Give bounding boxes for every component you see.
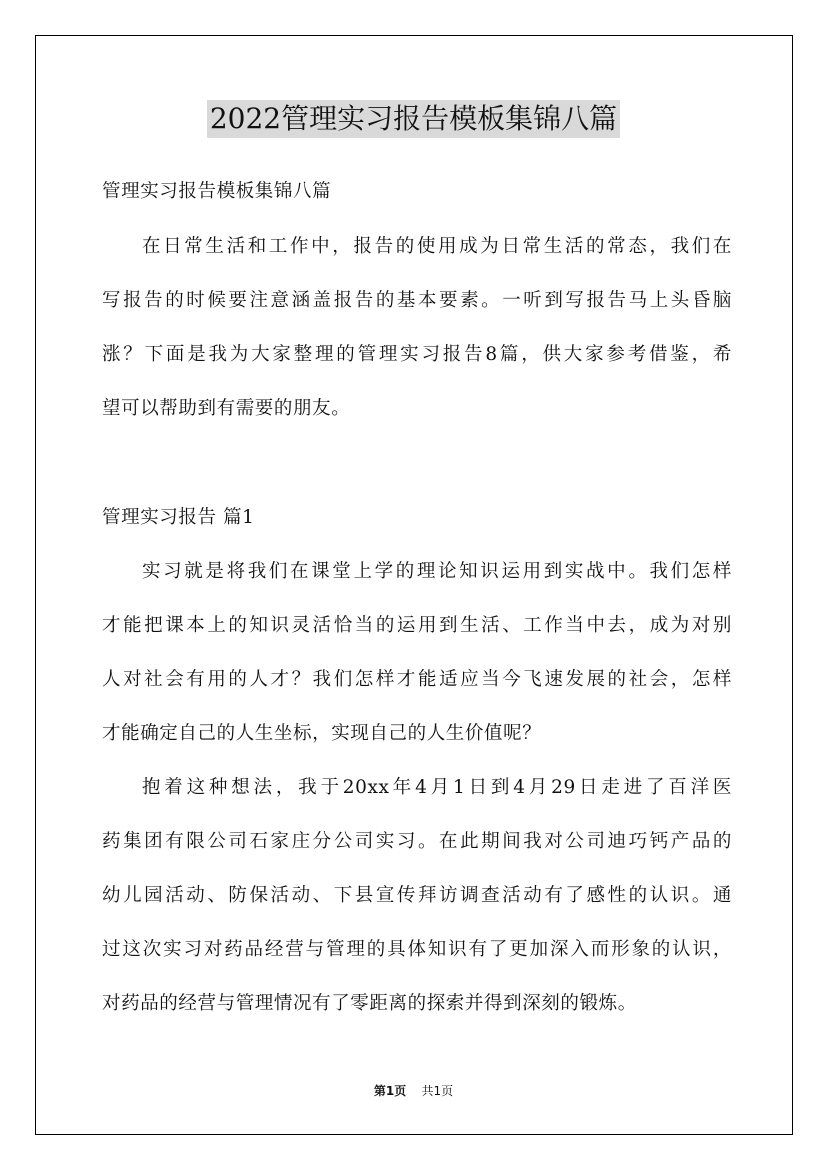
paragraph-line: 涨？下面是我为大家整理的管理实习报告8篇，供大家参考借鉴，希 [102, 344, 732, 365]
title-container [0, 100, 827, 138]
page-number: 第1页 [373, 1084, 407, 1098]
paragraph-line: 人对社会有用的人才？我们怎样才能适应当今飞速发展的社会，怎样 [102, 669, 732, 690]
paragraph-line: 幼儿园活动、防保活动、下县宣传拜访调查活动有了感性的认识。通 [102, 885, 732, 906]
paragraph-line: 实习就是将我们在课堂上学的理论知识运用到实战中。我们怎样 [142, 561, 732, 582]
paragraph-line: 写报告的时候要注意涵盖报告的基本要素。一听到写报告马上头昏脑 [102, 290, 732, 311]
document-title: 2022管理实习报告模板集锦八篇 [207, 100, 620, 138]
paragraph-line: 对药品的经营与管理情况有了零距离的探索并得到深刻的锻炼。 [102, 993, 637, 1014]
paragraph-line: 才能把课本上的知识灵活恰当的运用到生活、工作当中去，成为对别 [102, 615, 732, 636]
section-heading: 管理实习报告 篇1 [102, 507, 255, 528]
page-footer [0, 1082, 827, 1099]
paragraph-line: 抱着这种想法，我于20xx年4月1日到4月29日走进了百洋医 [142, 777, 732, 798]
paragraph-line: 药集团有限公司石家庄分公司实习。在此期间我对公司迪巧钙产品的 [102, 831, 732, 852]
paragraph-line: 望可以帮助到有需要的朋友。 [102, 398, 351, 419]
doc-subtitle: 管理实习报告模板集锦八篇 [102, 181, 332, 202]
paragraph-line: 才能确定自己的人生坐标，实现自己的人生价值呢？ [102, 723, 542, 744]
paragraph-line: 过这次实习对药品经营与管理的具体知识有了更加深入而形象的认识， [102, 939, 732, 960]
paragraph-line: 在日常生活和工作中，报告的使用成为日常生活的常态，我们在 [142, 236, 732, 257]
page-total: 共1页 [421, 1084, 454, 1098]
